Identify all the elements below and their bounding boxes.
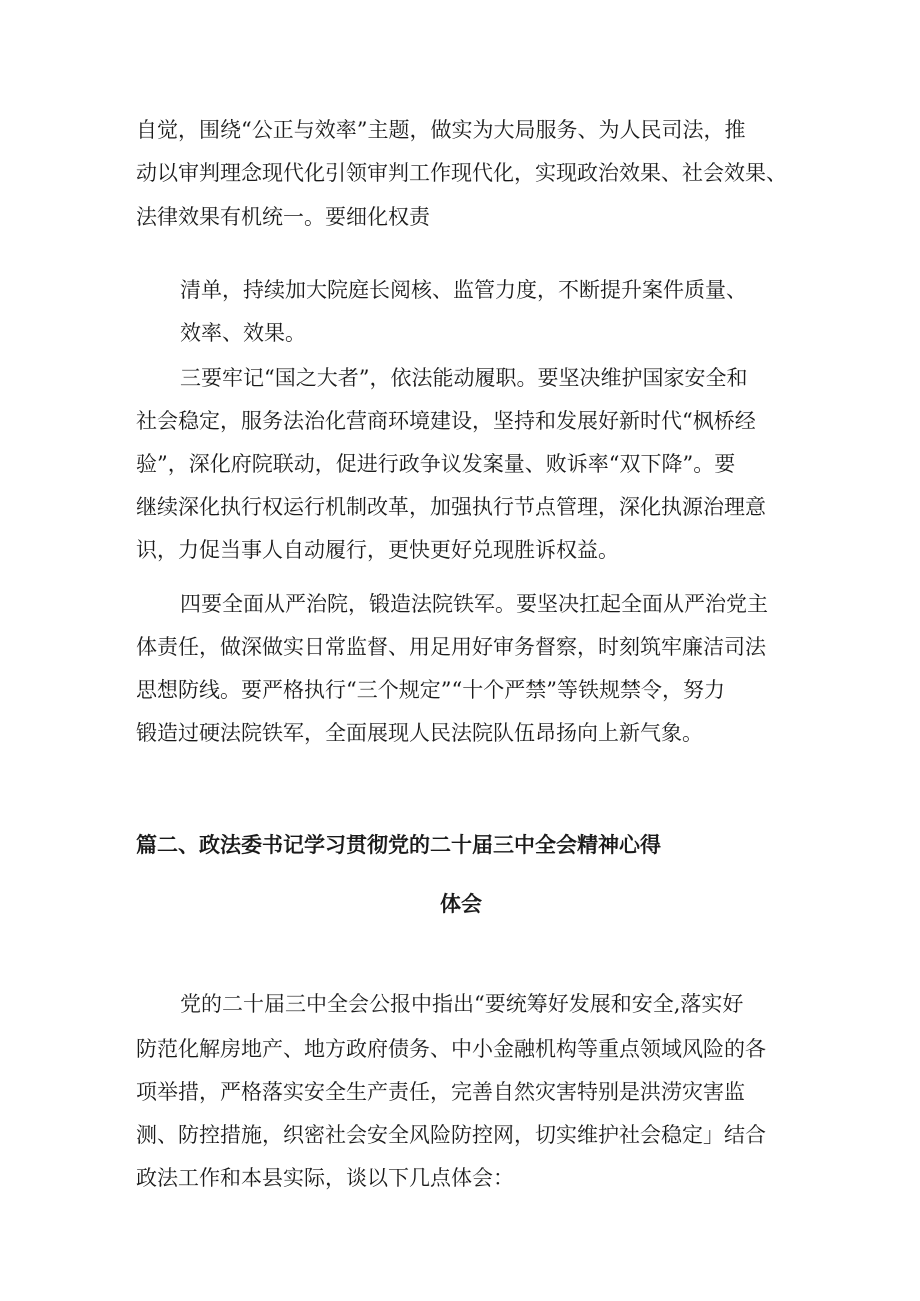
paragraph-line: 防范化解房地产、地方政府债务、中小金融机构等重点领域风险的各 xyxy=(136,1037,766,1061)
paragraph-line: 项举措，严格落实安全生产责任，完善自然灾害特别是洪涝灾害监 xyxy=(136,1080,745,1104)
paragraph-line: 三要牢记“国之大者”，依法能动履职。要坚决维护国家安全和 xyxy=(180,366,748,390)
section-heading-continued: 体会 xyxy=(440,891,482,916)
section-heading: 篇二、政法委书记学习贯彻党的二十届三中全会精神心得 xyxy=(136,832,661,857)
paragraph-line: 测、防控措施，织密社会安全风险防控网，切实维护社会稳定」结合 xyxy=(136,1123,766,1147)
text-line: 效率、效果。 xyxy=(180,321,306,345)
paragraph-line: 验”，深化府院联动，促进行政争议发案量、败诉率“双下降”。要 xyxy=(136,452,736,476)
paragraph-line: 识，力促当事人自动履行，更快更好兑现胜诉权益。 xyxy=(136,538,619,562)
text-line: 清单，持续加大院庭长阅核、监管力度，不断提升案件质量、 xyxy=(180,278,747,302)
paragraph-line: 四要全面从严治院，锻造法院铁军。要坚决扛起全面从严治党主 xyxy=(180,592,768,616)
text-line: 自觉，围绕“公正与效率”主题，做实为大局服务、为人民司法，推 xyxy=(136,118,746,142)
text-line: 动以审判理念现代化引领审判工作现代化，实现政治效果、社会效果、 xyxy=(136,161,787,185)
paragraph-line: 社会稳定，服务法治化营商环境建设，坚持和发展好新时代“枫桥经 xyxy=(136,409,756,433)
paragraph-line: 党的二十届三中全会公报中指出“要统筹好发展和安全,落实好 xyxy=(180,992,744,1016)
paragraph-line: 思想防线。要严格执行“三个规定”“十个严禁”等铁规禁令，努力 xyxy=(136,678,725,702)
paragraph-line: 继续深化执行权运行机制改革，加强执行节点管理，深化执源治理意 xyxy=(136,495,766,519)
paragraph-line: 锻造过硬法院铁军，全面展现人民法院队伍昂扬向上新气象。 xyxy=(136,721,703,745)
paragraph-line: 体责任，做深做实日常监督、用足用好审务督察，时刻筑牢廉洁司法 xyxy=(136,635,766,659)
text-line: 法律效果有机统一。要细化权责 xyxy=(136,205,430,229)
paragraph-line: 政法工作和本县实际，谈以下几点体会： xyxy=(136,1166,514,1190)
